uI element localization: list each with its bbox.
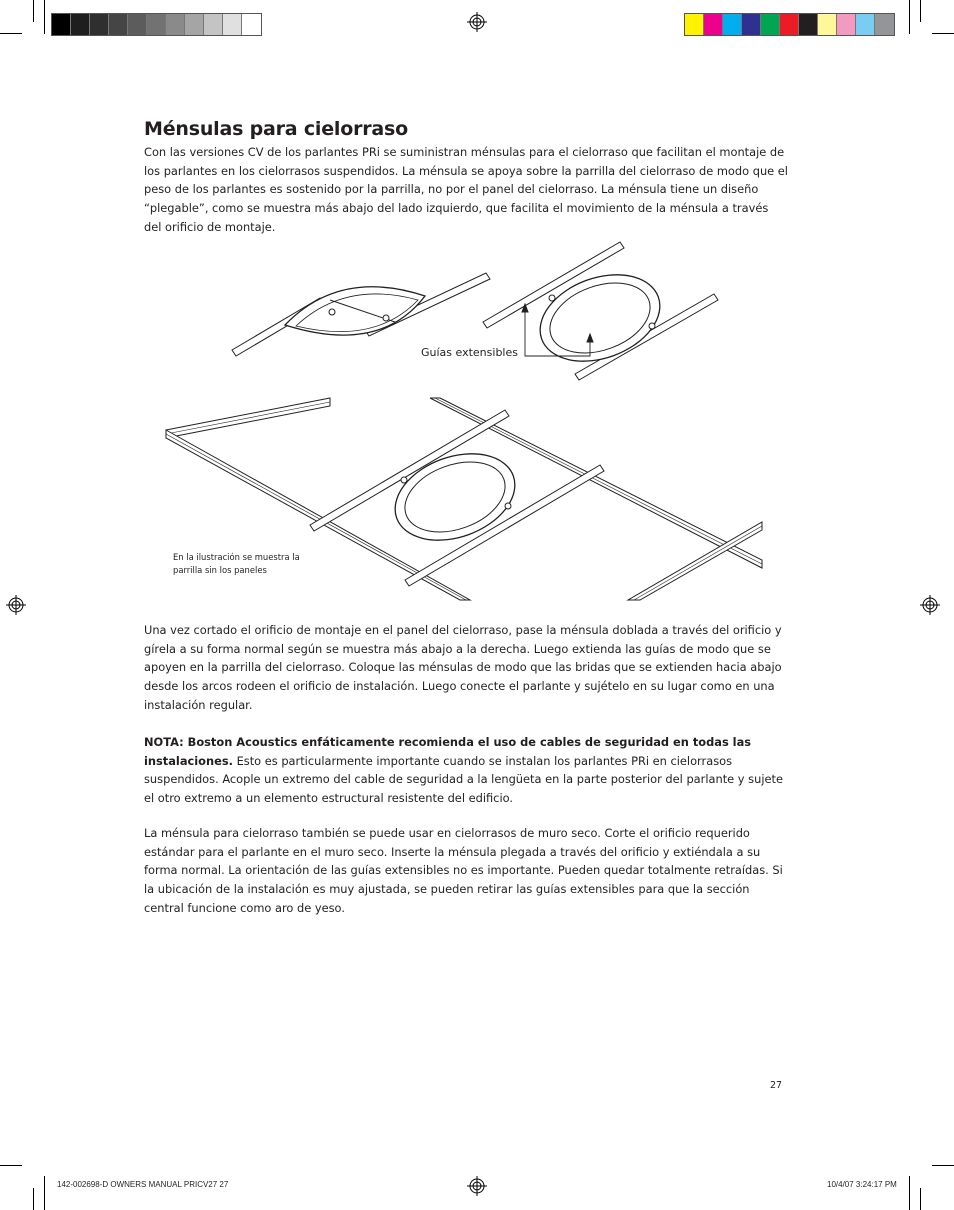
- footer-timestamp: 10/4/07 3:24:17 PM: [827, 1180, 897, 1189]
- safety-note-paragraph: [144, 733, 789, 808]
- safety-note-heading: NOTA: Boston Acoustics enfáticamente recomienda el uso de cables de seguridad en todas las instalaciones.: [144, 735, 752, 768]
- figure-caption-line-1: En la ilustración se muestra la: [173, 552, 300, 562]
- installation-paragraph: Una vez cortado el orificio de montaje en el panel del cielorraso, pase la ménsula doblada a través del orificio y gírela a su forma normal según se muestra más abajo a la derecha. Luego extienda las guías de modo que se apoyen en la parrilla del cielorraso. Coloque las ménsulas de modo que las bridas que se extienden hacia abajo desde los arcos rodeen el orificio de instalación. Luego conecte el parlante y sujételo en su lugar como en una instalación regular.: [144, 623, 782, 712]
- page-number: 27: [770, 1080, 783, 1091]
- figure-caption-line-2: parrilla sin los paneles: [173, 565, 267, 575]
- intro-paragraph: Con las versiones CV de los parlantes PRi se suministran ménsulas para el cielorraso que facilitan el montaje de los parlantes en los cielorrasos suspendidos. La ménsula se apoya sobre la parrilla del cielorraso de modo que el peso de los parlantes es sostenido por la parrilla, no por el panel del cielorraso. La ménsula tiene un diseño “plegable”, como se muestra más abajo del lado izquierdo, que facilita el movimiento de la ménsula a través del orificio de montaje.: [144, 145, 788, 234]
- extensible-guides-label: Guías extensibles: [421, 346, 518, 359]
- open-bracket-drawing: [483, 242, 718, 380]
- page-title: Ménsulas para cielorraso: [144, 118, 408, 140]
- folded-bracket-drawing: [232, 273, 490, 356]
- drywall-paragraph: La ménsula para cielorraso también se puede usar en cielorrasos de muro seco. Corte el orificio requerido estándar para el parlante en el muro seco. Inserte la ménsula plegada a través del orificio y extiéndala a su forma normal. La orientación de las guías extensibles no es importante. Pueden quedar totalmente retraídas. Si la ubicación de la instalación es muy ajustada, se pueden retirar las guías extensibles para que la sección central funcione como aro de yeso.: [144, 826, 783, 915]
- safety-note-text: Esto es particularmente importante cuando se instalan los parlantes PRi en cielorrasos suspendidos. Acople un extremo del cable de seguridad a la lengüeta en la parte posterior del parlante y sujete el otro extremo a un elemento estructural resistente del edificio.: [144, 753, 783, 806]
- footer-file-info: 142-002698-D OWNERS MANUAL PRICV27 27: [57, 1180, 229, 1189]
